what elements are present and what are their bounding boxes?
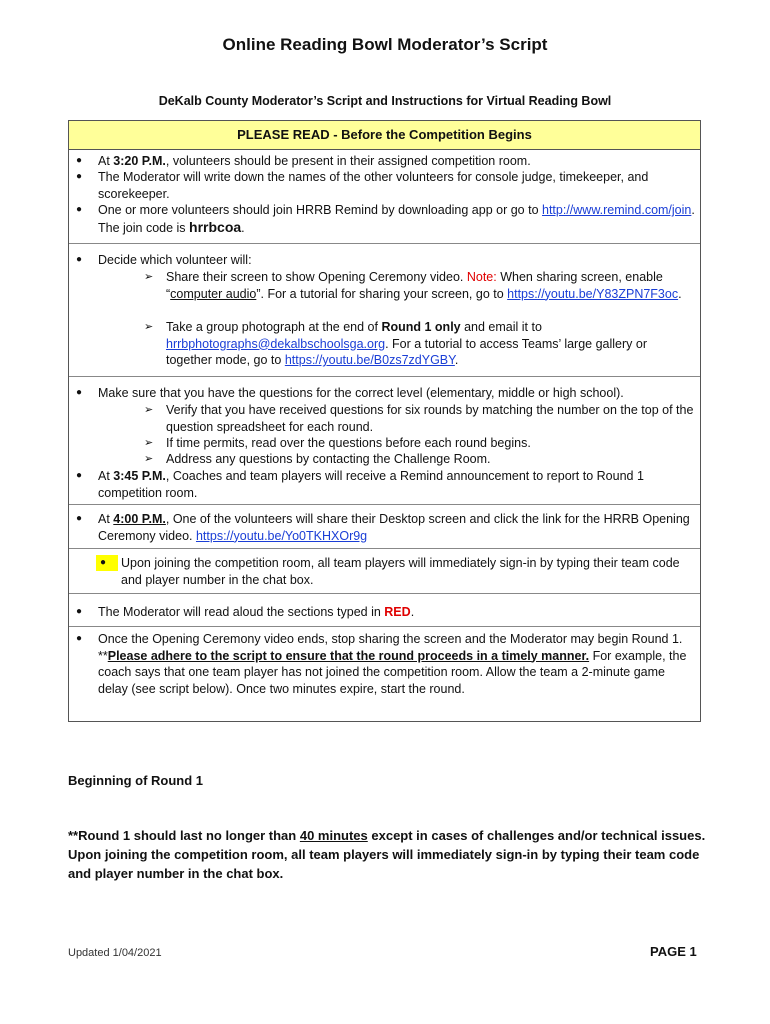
arrow-bullet-icon: ➢ bbox=[144, 404, 154, 416]
updated-date: Updated 1/04/2021 bbox=[68, 947, 162, 959]
bullet-icon: ● bbox=[76, 171, 83, 182]
divider bbox=[69, 376, 700, 377]
instructions-box: PLEASE READ - Before the Competition Begins ● At 3:20 P.M., volunteers should be present in their assigned competition room. ● The Moderator will write down the names of the other volunteers for console judge, timekeeper, and scorekeeper. ● One or more volunteers should join HRRB Remind by downloading app or go to http://www.remind.com/join. The join code is hrrbcoa. ● Decide which volunteer will: ➢ Share their screen to show Opening Ceremony video. Note: When sharing screen, enable “computer audio”. For a tutorial for sharing your screen, go to https://youtu.be/Y83ZPN7F3oc. ➢ Take a group photograph at the end of Round 1 only and email it to hrrbphotographs@dekalbschoolsga.org. For a tutorial to access Teams’ large gallery or together mode, go to https://youtu.be/B0zs7zdYGBY. ● Make sure that you have the questions for the correct level (elementary, middle or high school). ➢ Verify that you have received questions for six rounds by matching the number on the top of the question spreadsheet for each round. ➢ If time permits, read over the questions before each round begins. ➢ Address any questions by contacting the Challenge Room. ● At 3:45 P.M., Coaches and team players will receive a Remind announcement to report to Round 1 competition room. ● At 4:00 P.M., One of the volunteers will share their Desktop screen and click the link for the HRRB Opening Ceremony video. https://youtu.be/Yo0TKHXOr9g ● Upon joining the competition room, all team players will immediately sign-in by typing their team code and player number in the chat box. ● The Moderator will read aloud the sections typed in RED. ● Once the Opening Ceremony video ends, stop sharing the screen and the Moderator may begin Round 1. **Please adhere to the script to ensure that the round proceeds in a timely manner. For example, the coach says that one team player has not joined the competition room. Allow the team a 2-minute game delay (see script below). Once two minutes expire, start the round. bbox=[68, 120, 701, 722]
gallery-tutorial-link[interactable]: https://youtu.be/B0zs7zdYGBY bbox=[284, 353, 455, 367]
bullet-icon: ● bbox=[76, 387, 83, 398]
bullet-icon: ● bbox=[76, 254, 83, 265]
bullet-icon: ● bbox=[76, 606, 83, 617]
bullet-icon: ● bbox=[76, 204, 83, 215]
page-title: Online Reading Bowl Moderator’s Script bbox=[222, 35, 548, 54]
opening-ceremony-video-link[interactable]: https://youtu.be/Yo0TKHXOr9g bbox=[195, 528, 368, 543]
bullet-icon: ● bbox=[76, 633, 83, 644]
photo-email-link[interactable]: hrrbphotographs@dekalbschoolsga.org bbox=[166, 336, 386, 351]
join-code: hrrbcoa bbox=[189, 218, 242, 235]
arrow-bullet-icon: ➢ bbox=[144, 453, 154, 465]
round-instructions: **Round 1 should last no longer than 40 minutes except in cases of challenges and/or technical issues. Upon joining the competition room, all team players will immediately sign-in by typing their team code and player number in the chat box. bbox=[68, 828, 706, 881]
bullet-icon: ● bbox=[100, 557, 107, 568]
bullet-icon: ● bbox=[76, 155, 83, 166]
divider bbox=[69, 593, 700, 594]
divider bbox=[69, 243, 700, 244]
bullet-icon: ● bbox=[76, 513, 83, 524]
document-subtitle: DeKalb County Moderator’s Script and Instructions for Virtual Reading Bowl bbox=[158, 94, 612, 108]
page-number: PAGE 1 bbox=[650, 944, 697, 959]
divider bbox=[69, 626, 700, 627]
bullet-icon: ● bbox=[76, 470, 83, 481]
arrow-bullet-icon: ➢ bbox=[144, 321, 154, 333]
arrow-bullet-icon: ➢ bbox=[144, 271, 154, 283]
section-heading: Beginning of Round 1 bbox=[68, 773, 204, 788]
remind-join-link[interactable]: http://www.remind.com/join bbox=[542, 203, 692, 217]
screen-share-tutorial-link[interactable]: https://youtu.be/Y83ZPN7F3oc bbox=[507, 286, 679, 301]
instructions-banner: PLEASE READ - Before the Competition Begins bbox=[69, 121, 700, 150]
divider bbox=[69, 504, 700, 505]
divider bbox=[69, 548, 700, 549]
arrow-bullet-icon: ➢ bbox=[144, 437, 154, 449]
